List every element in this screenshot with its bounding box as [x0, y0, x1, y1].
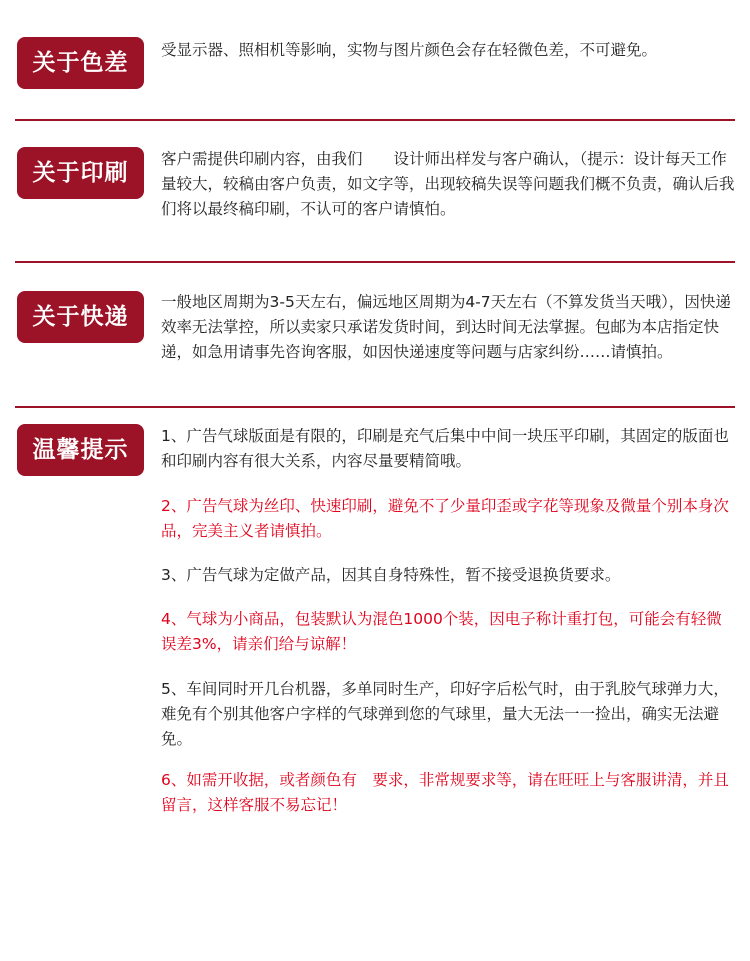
tip-item-4: 4、气球为小商品，包装默认为混色1000个装，因电子称计重打包，可能会有轻微误差3%，请亲们给与谅解！: [161, 610, 722, 653]
section-divider: [15, 119, 735, 121]
printing-heading: 关于印刷: [17, 147, 144, 199]
printing-text: 客户需提供印刷内容，由我们 设计师出样发与客户确认，（提示：设计每天工作量较大，较稿由客户负责，如文字等，出现较稿失误等问题我们概不负责，确认后我们将以最终稿印刷，不认可的客户请慎怕。: [161, 150, 735, 218]
color-difference-text: 受显示器、照相机等影响，实物与图片颜色会存在轻微色差，不可避免。: [161, 41, 658, 59]
color-difference-heading: 关于色差: [17, 37, 144, 89]
tip-item-1: 1、广告气球版面是有限的，印刷是充气后集中中间一块压平印刷，其固定的版面也和印刷内容有很大关系，内容尽量要精简哦。: [161, 427, 729, 470]
tip-item-3: 3、广告气球为定做产品，因其自身特殊性，暂不接受退换货要求。: [161, 566, 621, 584]
tip-item-5: 5、车间同时开几台机器，多单同时生产，印好字后松气时，由于乳胶气球弹力大，难免有个别其他客户字样的气球弹到您的气球里，量大无法一一捡出，确实无法避免。: [161, 680, 729, 748]
tips-heading: 温馨提示: [17, 424, 144, 476]
shipping-heading: 关于快递: [17, 291, 144, 343]
shipping-text: 一般地区周期为3-5天左右，偏远地区周期为4-7天左右（不算发货当天哦），因快递效率无法掌控，所以卖家只承诺发货时间，到达时间无法掌握。包邮为本店指定快递，如急用请事先咨询客服，如因快递速度等问题与店家纠纷……请慎拍。: [161, 293, 731, 361]
section-divider: [15, 261, 735, 263]
tip-item-6: 6、如需开收据，或者颜色有 要求，非常规要求等，请在旺旺上与客服讲清，并且留言，这样客服不易忘记！: [161, 771, 729, 814]
tip-item-2: 2、广告气球为丝印、快速印刷，避免不了少量印歪或字花等现象及微量个别本身次品，完美主义者请慎拍。: [161, 497, 729, 540]
section-divider: [15, 406, 735, 408]
